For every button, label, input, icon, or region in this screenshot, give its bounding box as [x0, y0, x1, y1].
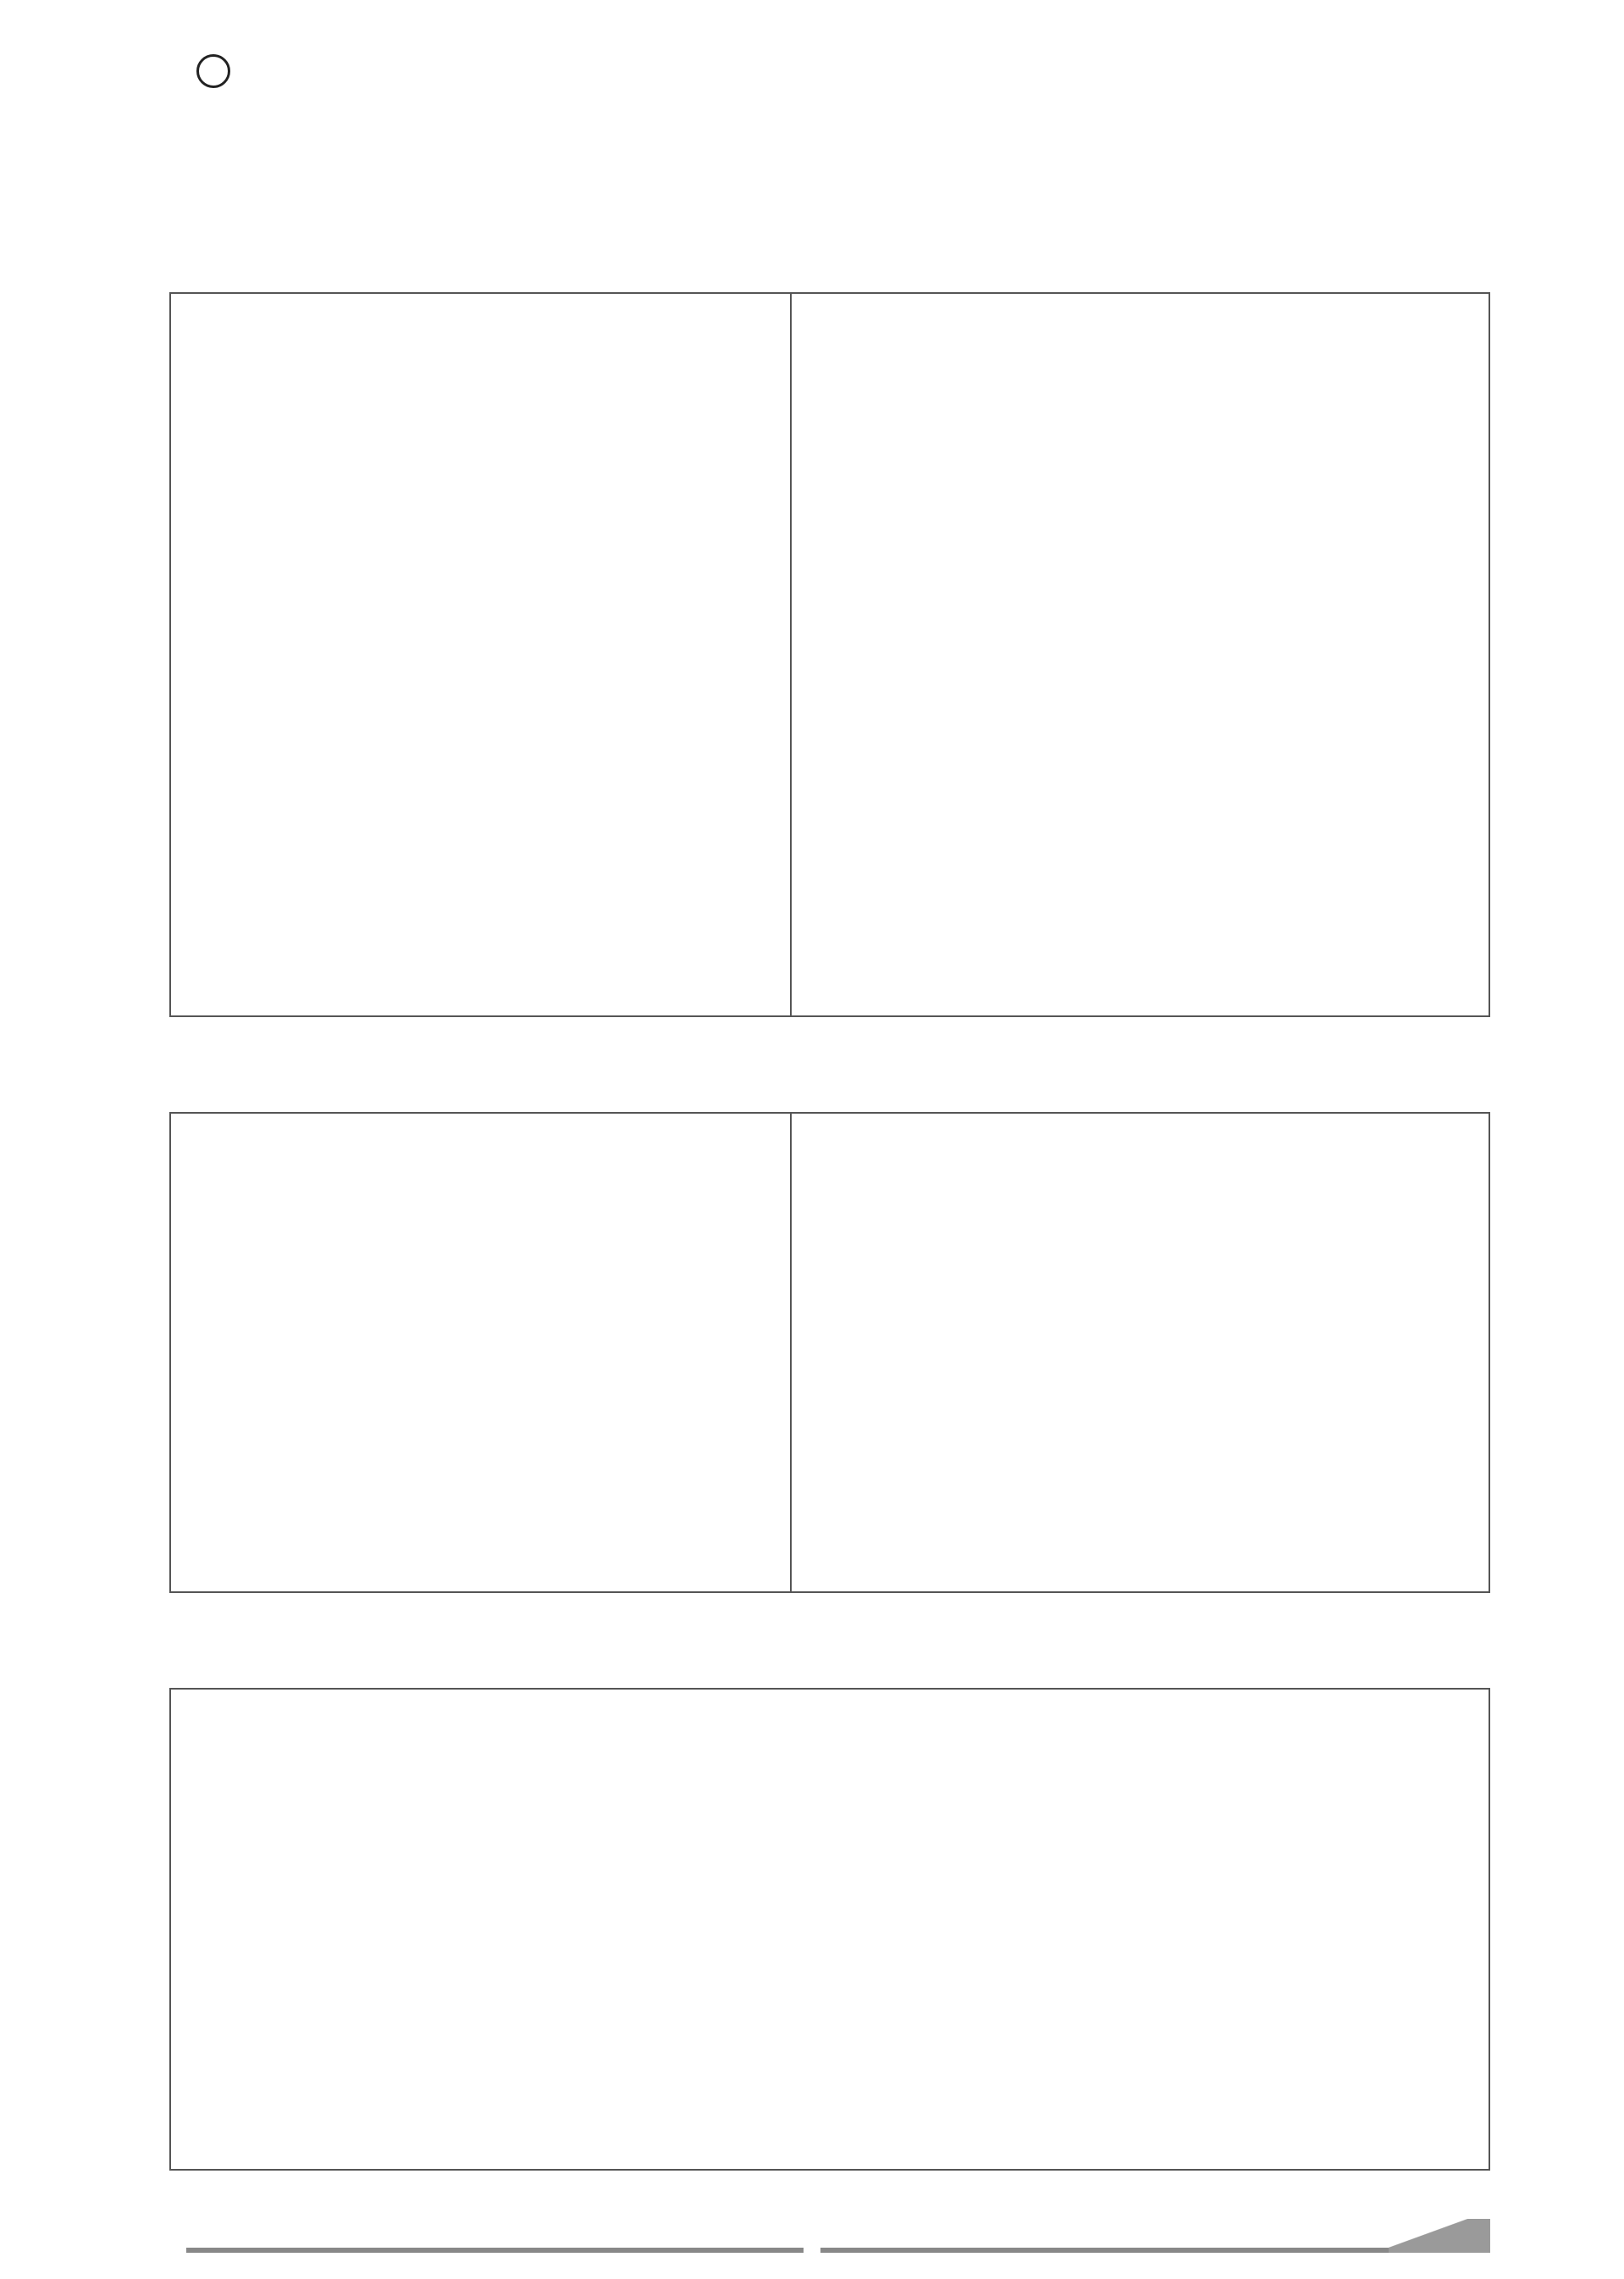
- vocabulary-left-column: [171, 294, 792, 1015]
- book-logo-icon: [196, 54, 230, 88]
- phrases-left-column: [171, 1114, 792, 1591]
- book-header: [196, 53, 234, 88]
- vocabulary-right-column: [792, 294, 1489, 1015]
- sentences-box: [169, 1688, 1490, 2171]
- page-number: [0, 2226, 1624, 2261]
- phrases-table: [169, 1112, 1490, 1593]
- vocabulary-table: [169, 292, 1490, 1017]
- phrases-right-column: [792, 1114, 1489, 1591]
